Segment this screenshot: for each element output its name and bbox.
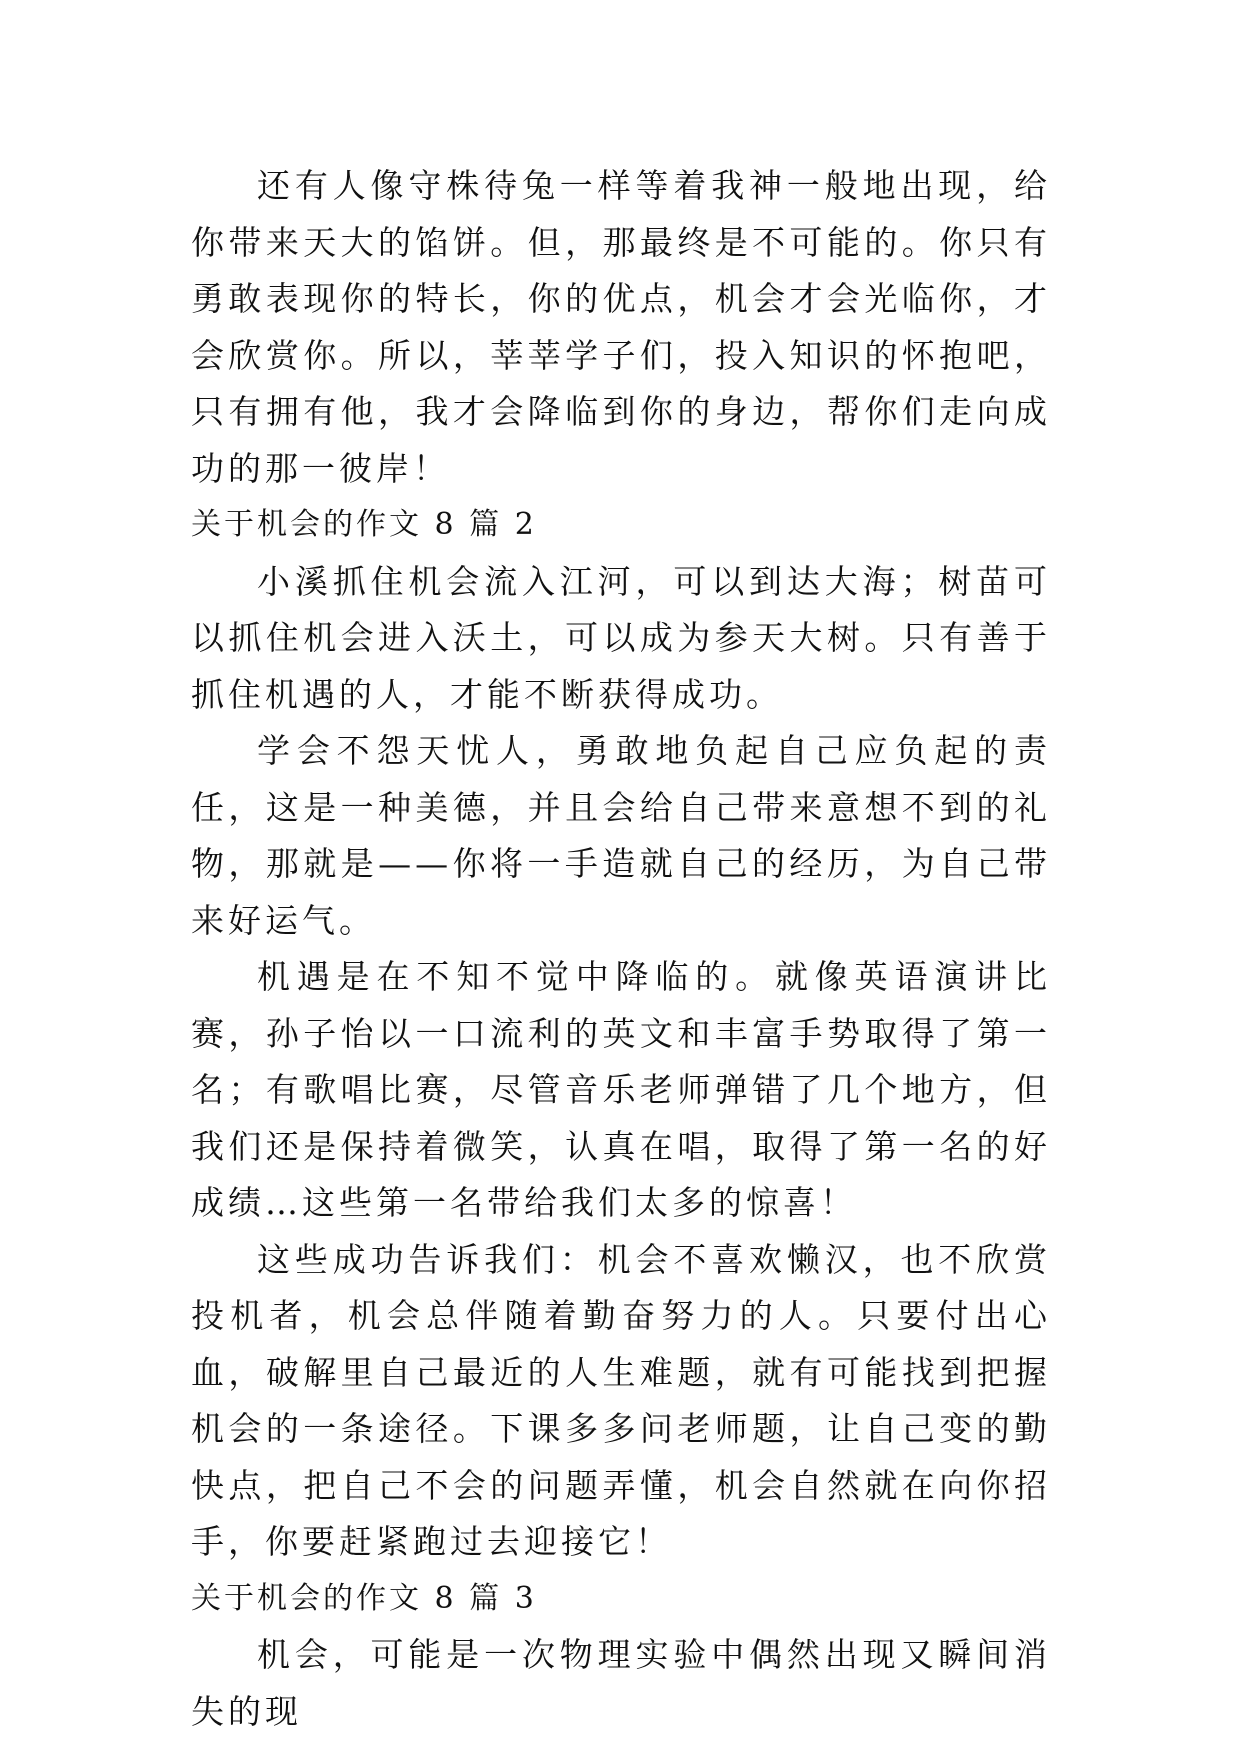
section-heading-3: 关于机会的作文 8 篇 3: [191, 1580, 537, 1616]
paragraph-5: 这些成功告诉我们：机会不喜欢懒汉，也不欣赏投机者，机会总伴随着勤奋努力的人。只要付出心血，破解里自己最近的人生难题，就有可能找到把握机会的一条途径。下课多多问老师题，让自己变的勤快点，把自己不会的问题弄懂，机会自然就在向你招手，你要赶紧跑过去迎接它！: [191, 1239, 1051, 1561]
paragraph-3: 学会不怨天忧人，勇敢地负起自己应负起的责任，这是一种美德，并且会给自己带来意想不到的礼物，那就是——你将一手造就自己的经历，为自己带来好运气。: [191, 731, 1051, 940]
section-heading-2: 关于机会的作文 8 篇 2: [191, 507, 537, 542]
document-body: [191, 158, 1051, 1740]
paragraph-4: 机遇是在不知不觉中降临的。就像英语演讲比赛，孙子怡以一口流利的英文和丰富手势取得了第一名；有歌唱比赛，尽管音乐老师弹错了几个地方，但我们还是保持着微笑，认真在唱，取得了第一名的好成绩…这些第一名带给我们太多的惊喜！: [191, 957, 1051, 1222]
paragraph-1: 还有人像守株待兔一样等着我神一般地出现，给你带来天大的馅饼。但，那最终是不可能的。你只有勇敢表现你的特长，你的优点，机会才会光临你，才会欣赏你。所以，莘莘学子们，投入知识的怀抱吧，只有拥有他，我才会降临到你的身边，帮你们走向成功的那一彼岸！: [191, 166, 1051, 488]
paragraph-6: 机会，可能是一次物理实验中偶然出现又瞬间消失的现: [191, 1635, 1051, 1731]
paragraph-2: 小溪抓住机会流入江河，可以到达大海；树苗可以抓住机会进入沃土，可以成为参天大树。只有善于抓住机遇的人，才能不断获得成功。: [191, 561, 1051, 714]
